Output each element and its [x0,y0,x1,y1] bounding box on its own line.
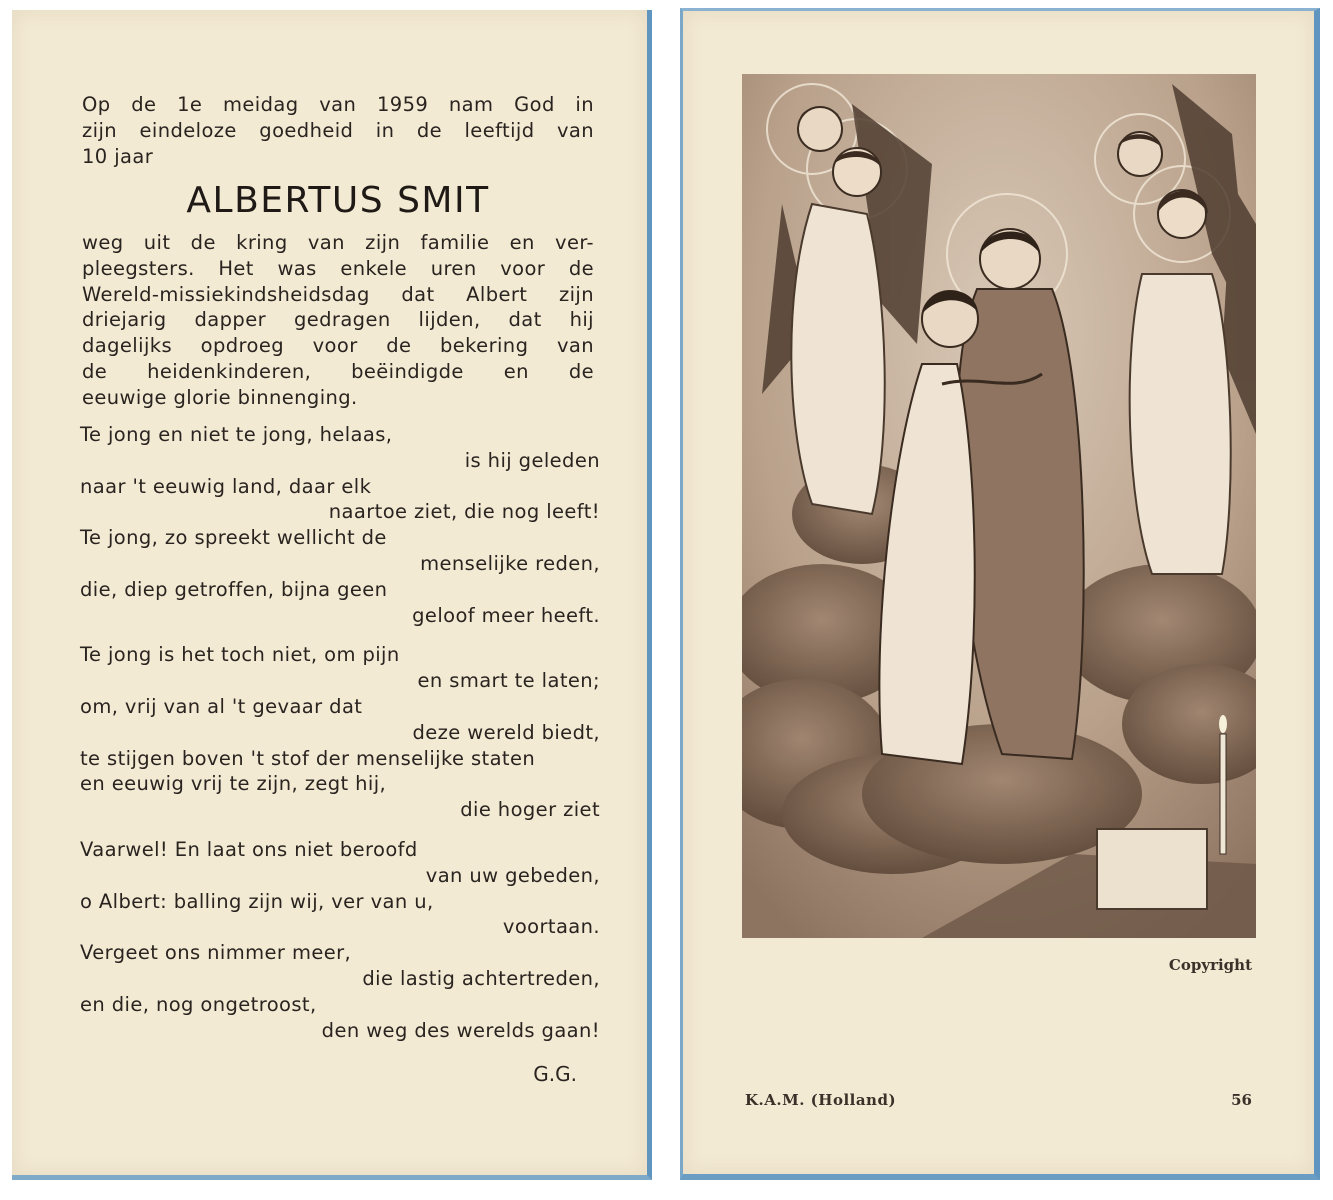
poem-line: en die, nog ongetroost, [80,992,317,1016]
deceased-name: ALBERTUS SMIT [186,180,490,221]
body-line: pleegsters. Het was enkele uren voor de [82,256,594,280]
poem [80,422,600,1043]
intro-line: zijn eindeloze goedheid in de leeftijd van [82,118,594,142]
candle-flame-icon [1219,715,1227,733]
body-line: eeuwige glorie binnenging. [82,385,358,409]
intro-line: 10 jaar [82,144,154,168]
poem-line: om, vrij van al 't gevaar dat [80,694,363,718]
poem-line: die, diep getroffen, bijna geen [80,577,388,601]
altar [1097,829,1207,909]
intro-line: Op de 1e meidag van 1959 nam God in [82,93,594,116]
poem-line [80,823,600,837]
poem-line [80,628,600,642]
poem-line: Te jong, zo spreekt wellicht de [80,526,387,550]
body-line: weg uit de kring van zijn familie en ver- [82,231,594,254]
poem-line: geloof meer heeft. [412,603,600,627]
signature: G.G. [533,1062,577,1086]
poem-line: Te jong is het toch niet, om pijn [80,643,400,667]
body-line: driejarig dapper gedragen lijden, dat hij [82,308,594,332]
poem-line: is hij geleden [464,448,600,472]
poem-line: Vaarwel! En laat ons niet beroofd [80,837,418,861]
poem-line: en eeuwig vrij te zijn, zegt hij, [80,772,387,796]
publisher-label: K.A.M. (Holland) [745,1091,897,1109]
copyright-notice: Copyright [1168,956,1252,974]
poem-line: die hoger ziet [460,798,600,822]
poem-line: Vergeet ons nimmer meer, [80,941,352,965]
poem-line: Te jong en niet te jong, helaas, [80,423,393,446]
body-paragraph [82,230,594,411]
memorial-card-picture-side [680,8,1320,1180]
poem-line: van uw gebeden, [425,863,600,887]
card-number: 56 [1231,1091,1252,1109]
poem-line: voortaan. [502,915,600,939]
poem-line: te stijgen boven 't stof der menselijke staten [80,746,536,770]
intro-paragraph [82,92,594,169]
poem-line: deze wereld biedt, [412,720,600,744]
poem-line: naartoe ziet, die nog leeft! [328,500,600,524]
poem-line: den weg des werelds gaan! [321,1018,600,1042]
poem-line: menselijke reden, [420,551,600,575]
devotional-illustration [742,74,1256,938]
poem-line: en smart te laten; [417,669,600,693]
poem-line: o Albert: balling zijn wij, ver van u, [80,889,434,913]
body-line: de heidenkinderen, beëindigde en de [82,359,594,383]
candle-icon [1220,734,1226,854]
poem-line: naar 't eeuwig land, daar elk [80,474,372,498]
memorial-card-text-side [12,10,652,1180]
angels-embrace-illustration [742,74,1256,938]
poem-line: die lastig achtertreden, [362,966,600,990]
body-line: Wereld-missiekindsheidsdag dat Albert zijn [82,282,594,306]
body-line: dagelijks opdroeg voor de bekering van [82,334,594,358]
